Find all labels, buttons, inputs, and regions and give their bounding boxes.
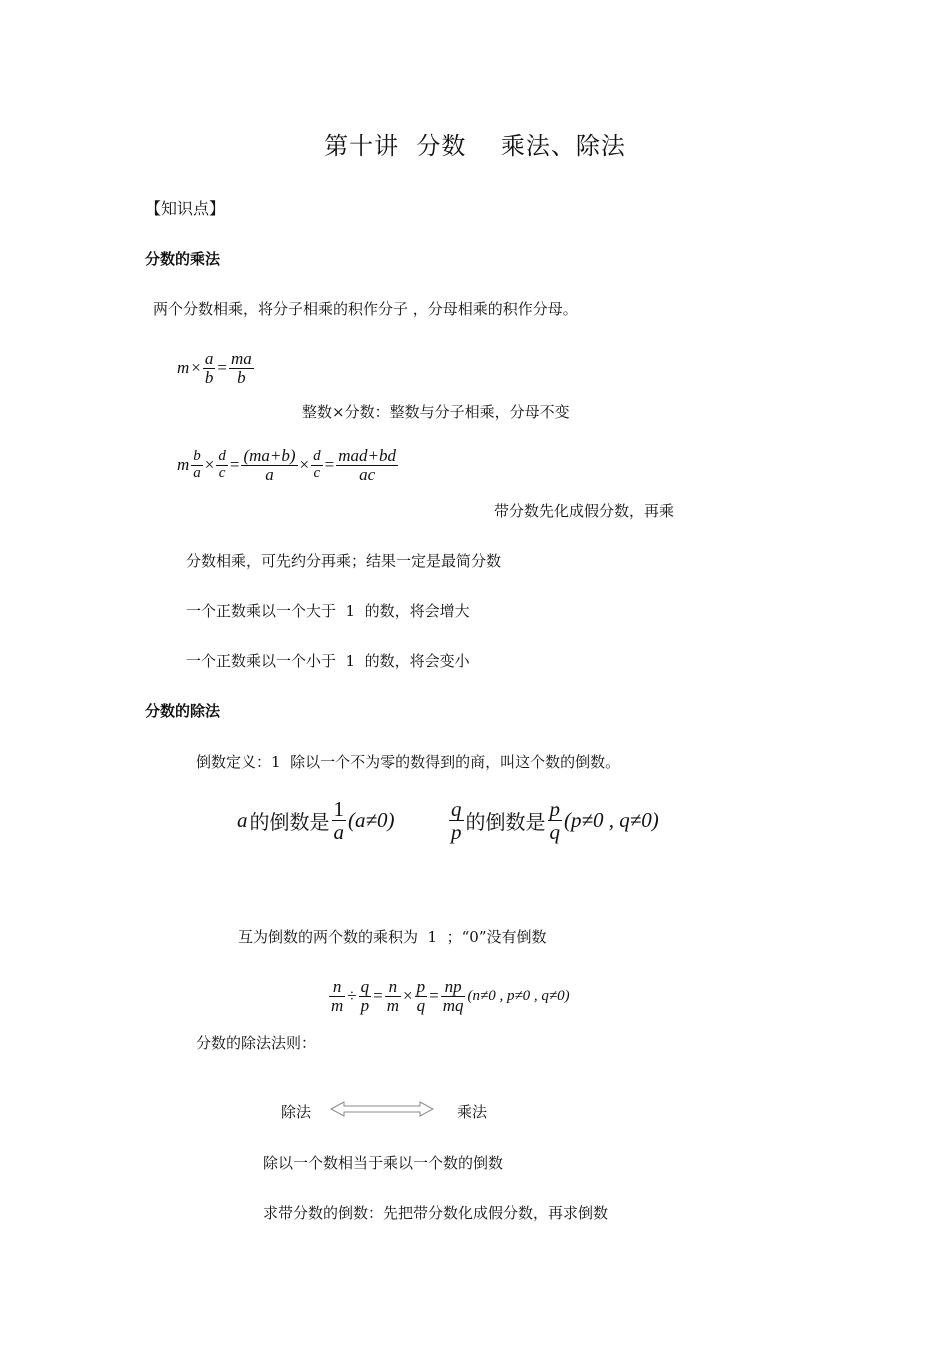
formula1-times: ×	[191, 358, 201, 378]
division-divide: ÷	[347, 986, 357, 1006]
division-fraction-p-q	[415, 978, 428, 1015]
formula2-fraction-d-c2	[311, 449, 323, 482]
reciprocal2-text: 的倒数是	[465, 810, 546, 835]
multiplication-heading: 分数的乘法	[145, 250, 221, 268]
formula2-m: m	[177, 455, 190, 475]
division-n: n	[329, 978, 345, 997]
multiplication-label: 乘法	[457, 1103, 488, 1121]
formula1-m: m	[177, 358, 190, 378]
multiplication-fact-1: 分数相乘，可先约分再乘；结果一定是最简分数	[186, 552, 502, 570]
formula2-times: ×	[204, 455, 215, 475]
formula1-a: a	[204, 349, 214, 368]
formula1-ma: ma	[230, 349, 252, 368]
formula2-mad-plus-bd: mad+bd	[338, 446, 396, 465]
division-q2: q	[416, 995, 426, 1015]
mixed-number-note: 带分数先化成假分数，再乘	[494, 502, 675, 520]
reciprocal1-text: 的倒数是	[249, 810, 330, 835]
reciprocal-product-note: 互为倒数的两个数的乘积为 1 ；“0”没有倒数	[238, 928, 547, 946]
integer-times-fraction-note: 整数×分数：整数与分子相乘，分母不变	[302, 403, 570, 421]
reciprocal2-p: p	[451, 820, 462, 845]
division-np: np	[441, 978, 466, 997]
division-times: ×	[403, 986, 413, 1006]
formula2-c2: c	[313, 464, 321, 481]
multiplication-rule: 两个分数相乘，将分子相乘的积作分子 ，分母相乘的积作分母。	[153, 300, 578, 318]
reciprocal1-a2: a	[333, 820, 344, 845]
formula1-b: b	[204, 367, 214, 387]
formula2-d2: d	[313, 448, 321, 465]
formula2-b: b	[193, 448, 201, 465]
formula1-fraction-a-b	[203, 350, 216, 387]
formula2-equals: =	[229, 455, 240, 475]
formula2-c: c	[218, 464, 226, 481]
reciprocal2-p2: p	[549, 797, 560, 821]
formula1-fraction-ma-b	[229, 350, 254, 387]
formula2-times2: ×	[299, 455, 310, 475]
division-m2: m	[386, 995, 399, 1015]
formula2-fraction-d-c	[216, 449, 228, 482]
formula2-ac: ac	[359, 464, 376, 484]
reciprocal1-fraction	[332, 798, 347, 843]
division-n2: n	[385, 978, 401, 997]
division-mq: mq	[442, 995, 464, 1015]
reciprocal2-fraction-q-p	[449, 798, 464, 843]
formula1-b2: b	[237, 367, 246, 387]
formula-mixed-number-multiplication	[176, 447, 399, 484]
page-title: 第十讲 分数 乘法、除法	[324, 132, 626, 160]
division-p2: p	[416, 977, 426, 996]
formula2-a: a	[193, 464, 201, 481]
reciprocal1-a: a	[237, 808, 248, 833]
formula2-a2: a	[265, 464, 274, 484]
division-m: m	[331, 995, 344, 1015]
multiplication-fact-2: 一个正数乘以一个大于 1 的数，将会增大	[186, 602, 470, 620]
division-fraction-result	[441, 978, 466, 1015]
reciprocal-definition: 倒数定义：1 除以一个不为零的数得到的商，叫这个数的倒数。	[196, 753, 621, 771]
formula2-fraction-b-a	[191, 449, 203, 482]
reciprocal-of-q-over-p	[448, 798, 660, 843]
formula2-fraction-improper	[241, 447, 297, 484]
formula2-ma-plus-b: (ma+b)	[243, 446, 296, 465]
reciprocal1-one: 1	[333, 797, 344, 821]
division-rule-label: 分数的除法法则：	[196, 1034, 317, 1052]
multiplication-fact-3: 一个正数乘以一个小于 1 的数，将会变小	[186, 652, 470, 670]
division-p: p	[360, 995, 370, 1015]
division-equals: =	[373, 986, 383, 1006]
division-formula	[328, 978, 571, 1015]
division-fraction-n-m	[329, 978, 345, 1015]
double-arrow-icon	[330, 1101, 434, 1117]
formula1-equals: =	[217, 358, 227, 378]
formula-integer-times-fraction	[176, 350, 255, 387]
reciprocal2-q: q	[451, 797, 462, 821]
division-fraction-n-m2	[385, 978, 401, 1015]
reciprocal2-q2: q	[549, 820, 560, 845]
reciprocal-of-a	[236, 798, 396, 843]
division-equals2: =	[429, 986, 439, 1006]
division-rule-1: 除以一个数相当于乘以一个数的倒数	[263, 1154, 504, 1172]
reciprocal2-condition: (p≠0 , q≠0)	[564, 808, 659, 833]
division-rule-2: 求带分数的倒数：先把带分数化成假分数，再求倒数	[263, 1204, 609, 1222]
reciprocal1-condition: (a≠0)	[348, 808, 395, 833]
division-label: 除法	[281, 1103, 312, 1121]
formula2-equals2: =	[324, 455, 335, 475]
division-condition: (n≠0 , p≠0 , q≠0)	[467, 987, 570, 1004]
reciprocal2-fraction-p-q	[548, 798, 563, 843]
formula2-d: d	[218, 448, 226, 465]
division-fraction-q-p	[359, 978, 372, 1015]
division-heading: 分数的除法	[145, 702, 221, 720]
division-q: q	[360, 977, 370, 996]
knowledge-point-label: 【知识点】	[145, 199, 226, 218]
formula2-fraction-result	[336, 447, 398, 484]
